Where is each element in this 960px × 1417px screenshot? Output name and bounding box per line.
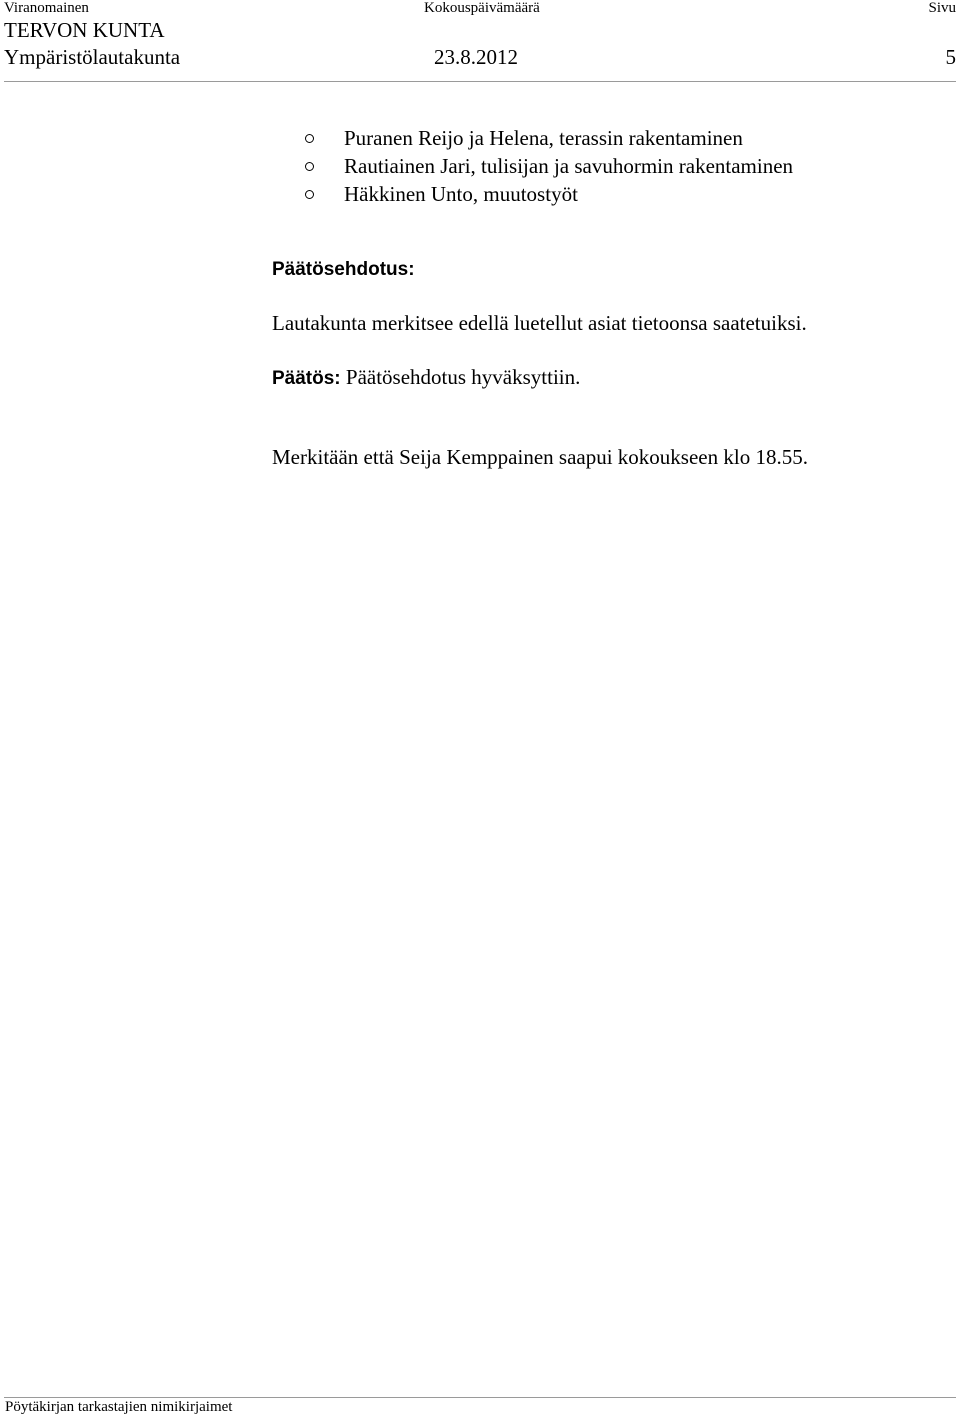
- header-authority-label: Viranomainen: [4, 0, 89, 16]
- circle-bullet-icon: [305, 134, 314, 143]
- meeting-date: 23.8.2012: [434, 45, 518, 69]
- list-item-text: Puranen Reijo ja Helena, terassin rakentaminen: [344, 125, 743, 150]
- header-date-label: Kokouspäivämäärä: [424, 0, 540, 16]
- proposal-text: Lautakunta merkitsee edellä luetellut asiat tietoonsa saatetuiksi.: [272, 311, 807, 335]
- decision-text: Päätösehdotus hyväksyttiin.: [340, 365, 581, 389]
- circle-bullet-icon: [305, 190, 314, 199]
- header-divider: [4, 81, 956, 82]
- header-page-label: Sivu: [928, 0, 956, 16]
- list-item: [305, 124, 793, 152]
- permit-list: [305, 124, 793, 208]
- page-number: 5: [945, 45, 956, 69]
- circle-bullet-icon: [305, 162, 314, 171]
- organization-name: TERVON KUNTA: [4, 18, 165, 42]
- decision-line: [272, 364, 580, 392]
- authority-name: Ympäristölautakunta: [4, 45, 181, 69]
- footer-initials-label: Pöytäkirjan tarkastajien nimikirjaimet: [5, 1399, 233, 1415]
- list-item: [305, 180, 793, 208]
- decision-label: Päätös:: [272, 368, 341, 389]
- proposal-heading: Päätösehdotus:: [272, 259, 415, 280]
- list-item-text: Häkkinen Unto, muutostyöt: [344, 181, 578, 206]
- arrival-note: Merkitään että Seija Kemppainen saapui kokoukseen klo 18.55.: [272, 445, 808, 469]
- list-item: [305, 152, 793, 180]
- list-item-text: Rautiainen Jari, tulisijan ja savuhormin rakentaminen: [344, 153, 794, 178]
